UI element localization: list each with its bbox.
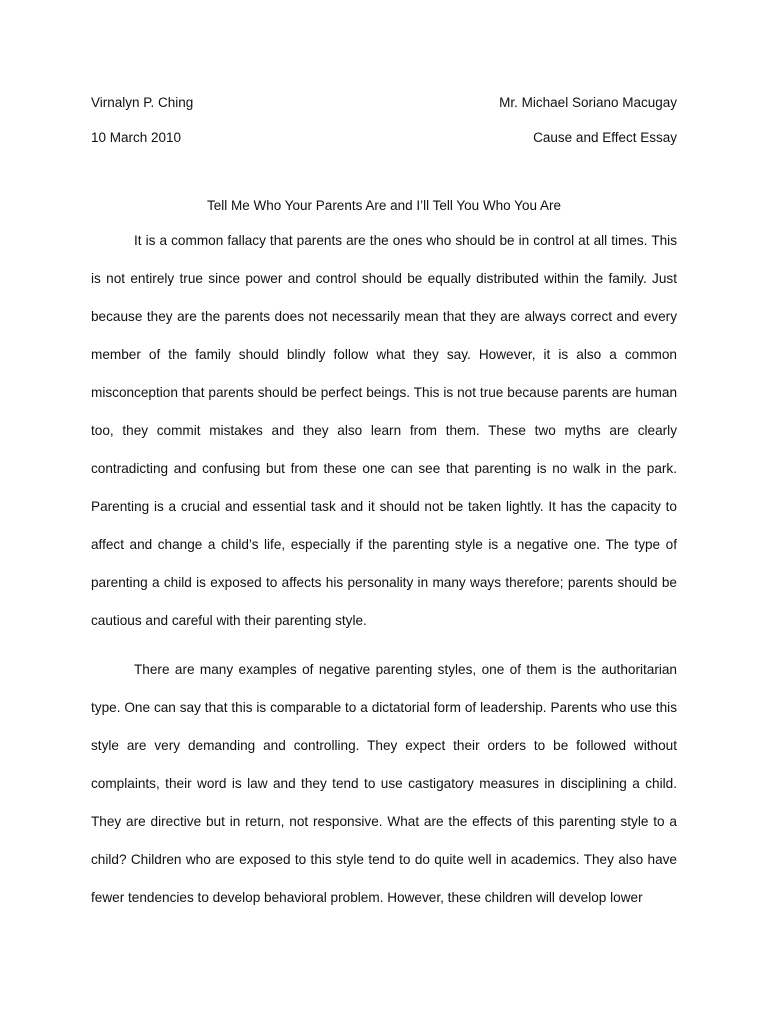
essay-paragraph-1: It is a common fallacy that parents are the ones who should be in control at all times. This is not entirely true since power and control should be equally distributed within the family. Just because they are the parents does not necessarily mean that they are always correct and every member of the family should blindly follow what they say. However, it is also a common misconception that parents should be perfect beings. This is not true because parents are human too, they commit mistakes and they also learn from them. These two myths are clearly contradicting and confusing but from these one can see that parenting is no walk in the park. Parenting is a crucial and essential task and it should not be taken lightly. It has the capacity to affect and change a child’s life, especially if the parenting style is a negative one. The type of parenting a child is exposed to affects his personality in many ways therefore; parents should be cautious and careful with their parenting style. [91, 233, 677, 628]
course-name: Cause and Effect Essay [533, 130, 677, 145]
instructor-name: Mr. Michael Soriano Macugay [499, 95, 677, 110]
essay-title: Tell Me Who Your Parents Are and I’ll Tell You Who You Are [207, 198, 561, 213]
author-name: Virnalyn P. Ching [91, 95, 194, 110]
essay-paragraph-2: There are many examples of negative parenting styles, one of them is the authoritarian type. One can say that this is comparable to a dictatorial form of leadership. Parents who use this style are very demanding and controlling. They expect their orders to be followed without complaints, their word is law and they tend to use castigatory measures in disciplining a child. They are directive but in return, not responsive. What are the effects of this parenting style to a child? Children who are exposed to this style tend to do quite well in academics. They also have fewer tendencies to develop behavioral problem. However, these children will develop lower [91, 662, 677, 905]
essay-date: 10 March 2010 [91, 130, 182, 145]
